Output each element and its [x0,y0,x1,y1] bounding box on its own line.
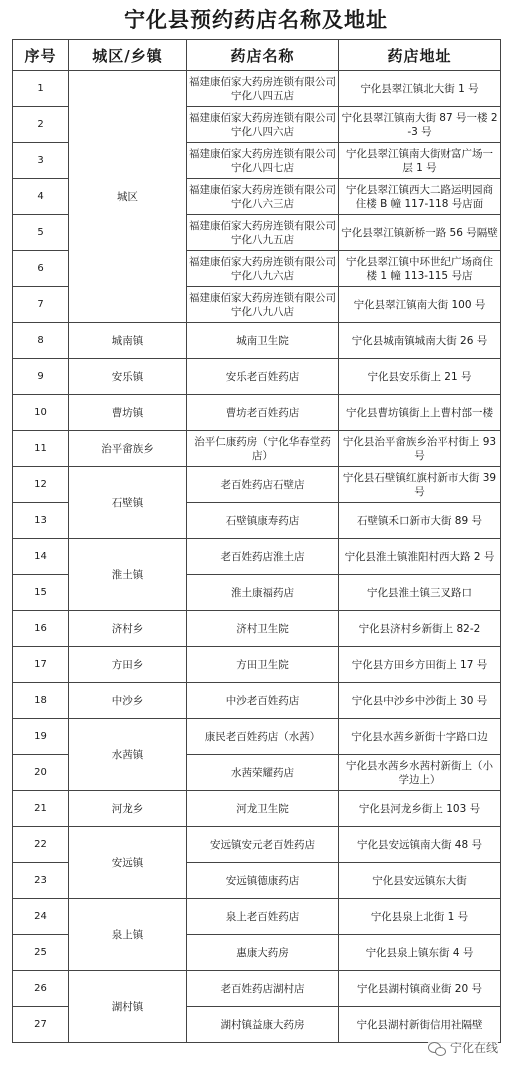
pharmacy-name: 泉上老百姓药店 [187,899,339,935]
pharmacy-name: 济村卫生院 [187,611,339,647]
row-number: 14 [13,539,69,575]
pharmacy-address: 宁化县湖村镇商业街 20 号 [339,971,501,1007]
pharmacy-name: 方田卫生院 [187,647,339,683]
table-row [13,647,501,683]
pharmacy-address: 宁化县济村乡新街上 82-2 [339,611,501,647]
pharmacy-address: 宁化县安远镇东大街 [339,863,501,899]
pharmacy-name: 福建康佰家大药房连锁有限公司宁化八九八店 [187,287,339,323]
table-header-row [13,40,501,71]
pharmacy-name: 老百姓药店湖村店 [187,971,339,1007]
wechat-icon [428,1041,446,1055]
header-district: 城区/乡镇 [69,40,187,71]
pharmacy-name: 康民老百姓药店（水茜） [187,719,339,755]
district-cell: 方田乡 [69,647,187,683]
row-number: 26 [13,971,69,1007]
pharmacy-name: 福建康佰家大药房连锁有限公司宁化八九五店 [187,215,339,251]
pharmacy-name: 曹坊老百姓药店 [187,395,339,431]
row-number: 10 [13,395,69,431]
pharmacy-address: 宁化县方田乡方田街上 17 号 [339,647,501,683]
pharmacy-address: 宁化县水茜乡水茜村新街上（小学边上） [339,755,501,791]
pharmacy-name: 城南卫生院 [187,323,339,359]
pharmacy-address: 宁化县水茜乡新街十字路口边 [339,719,501,755]
pharmacy-name: 老百姓药店淮土店 [187,539,339,575]
district-cell: 河龙乡 [69,791,187,827]
district-cell: 治平畲族乡 [69,431,187,467]
district-cell: 城区 [69,71,187,323]
row-number: 4 [13,179,69,215]
row-number: 24 [13,899,69,935]
district-cell: 中沙乡 [69,683,187,719]
pharmacy-name: 惠康大药房 [187,935,339,971]
district-cell: 泉上镇 [69,899,187,971]
row-number: 2 [13,107,69,143]
pharmacy-address: 宁化县淮土镇三叉路口 [339,575,501,611]
pharmacy-name: 中沙老百姓药店 [187,683,339,719]
table-row [13,431,501,467]
pharmacy-address: 宁化县翠江镇西大二路运明园商住楼 B 幢 117-118 号店面 [339,179,501,215]
pharmacy-name: 老百姓药店石壁店 [187,467,339,503]
pharmacy-name: 淮土康福药店 [187,575,339,611]
row-number: 12 [13,467,69,503]
row-number: 20 [13,755,69,791]
pharmacy-name: 湖村镇益康大药房 [187,1007,339,1043]
pharmacy-name: 安远镇德康药店 [187,863,339,899]
row-number: 9 [13,359,69,395]
pharmacy-name: 福建康佰家大药房连锁有限公司宁化八六三店 [187,179,339,215]
pharmacy-address: 宁化县安乐街上 21 号 [339,359,501,395]
pharmacy-address: 宁化县翠江镇南大街 100 号 [339,287,501,323]
pharmacy-address: 宁化县翠江镇新桥一路 56 号隔壁 [339,215,501,251]
pharmacy-address: 石壁镇禾口新市大街 89 号 [339,503,501,539]
table-body [13,71,501,1043]
pharmacy-name: 福建康佰家大药房连锁有限公司宁化八四七店 [187,143,339,179]
row-number: 7 [13,287,69,323]
pharmacy-table [12,39,501,1043]
pharmacy-name: 安远镇安元老百姓药店 [187,827,339,863]
pharmacy-address: 宁化县淮土镇淮阳村西大路 2 号 [339,539,501,575]
row-number: 19 [13,719,69,755]
pharmacy-address: 宁化县泉上北街 1 号 [339,899,501,935]
pharmacy-name: 福建康佰家大药房连锁有限公司宁化八九六店 [187,251,339,287]
district-cell: 安乐镇 [69,359,187,395]
row-number: 11 [13,431,69,467]
pharmacy-name: 安乐老百姓药店 [187,359,339,395]
table-row [13,323,501,359]
row-number: 27 [13,1007,69,1043]
pharmacy-name: 福建康佰家大药房连锁有限公司宁化八四五店 [187,71,339,107]
row-number: 8 [13,323,69,359]
table-row [13,359,501,395]
district-cell: 石壁镇 [69,467,187,539]
table-row [13,467,501,503]
table-row [13,971,501,1007]
header-address: 药店地址 [339,40,501,71]
pharmacy-name: 治平仁康药房（宁化华春堂药店） [187,431,339,467]
table-row [13,539,501,575]
page-title: 宁化县预约药店名称及地址 [124,8,388,32]
row-number: 6 [13,251,69,287]
district-cell: 淮土镇 [69,539,187,611]
table-row [13,827,501,863]
row-number: 1 [13,71,69,107]
watermark-text: 宁化在线 [449,1041,498,1055]
pharmacy-address: 宁化县翠江镇北大街 1 号 [339,71,501,107]
header-name: 药店名称 [187,40,339,71]
row-number: 21 [13,791,69,827]
table-row [13,899,501,935]
pharmacy-address: 宁化县翠江镇中环世纪广场商住楼 1 幢 113-115 号店 [339,251,501,287]
pharmacy-address: 宁化县翠江镇南大街 87 号一楼 2-3 号 [339,107,501,143]
district-cell: 曹坊镇 [69,395,187,431]
table-row [13,791,501,827]
pharmacy-address: 宁化县泉上镇东街 4 号 [339,935,501,971]
pharmacy-address: 宁化县城南镇城南大街 26 号 [339,323,501,359]
row-number: 13 [13,503,69,539]
pharmacy-address: 宁化县中沙乡中沙街上 30 号 [339,683,501,719]
row-number: 18 [13,683,69,719]
watermark [428,1039,498,1056]
row-number: 16 [13,611,69,647]
pharmacy-address: 宁化县湖村新街信用社隔壁 [339,1007,501,1043]
pharmacy-name: 河龙卫生院 [187,791,339,827]
row-number: 23 [13,863,69,899]
row-number: 22 [13,827,69,863]
header-no: 序号 [13,40,69,71]
table-row [13,719,501,755]
row-number: 5 [13,215,69,251]
table-row [13,611,501,647]
pharmacy-address: 宁化县石壁镇红旗村新市大街 39 号 [339,467,501,503]
table-row [13,395,501,431]
pharmacy-name: 水茜荣耀药店 [187,755,339,791]
district-cell: 城南镇 [69,323,187,359]
district-cell: 湖村镇 [69,971,187,1043]
pharmacy-address: 宁化县治平畲族乡治平村街上 93 号 [339,431,501,467]
row-number: 15 [13,575,69,611]
pharmacy-address: 宁化县河龙乡街上 103 号 [339,791,501,827]
pharmacy-address: 宁化县翠江镇南大街财富广场一层 1 号 [339,143,501,179]
row-number: 25 [13,935,69,971]
district-cell: 济村乡 [69,611,187,647]
row-number: 17 [13,647,69,683]
table-row [13,71,501,107]
pharmacy-name: 石壁镇康寿药店 [187,503,339,539]
pharmacy-address: 宁化县安远镇南大街 48 号 [339,827,501,863]
district-cell: 水茜镇 [69,719,187,791]
row-number: 3 [13,143,69,179]
table-row [13,683,501,719]
pharmacy-name: 福建康佰家大药房连锁有限公司宁化八四六店 [187,107,339,143]
district-cell: 安远镇 [69,827,187,899]
pharmacy-address: 宁化县曹坊镇街上上曹村部一楼 [339,395,501,431]
